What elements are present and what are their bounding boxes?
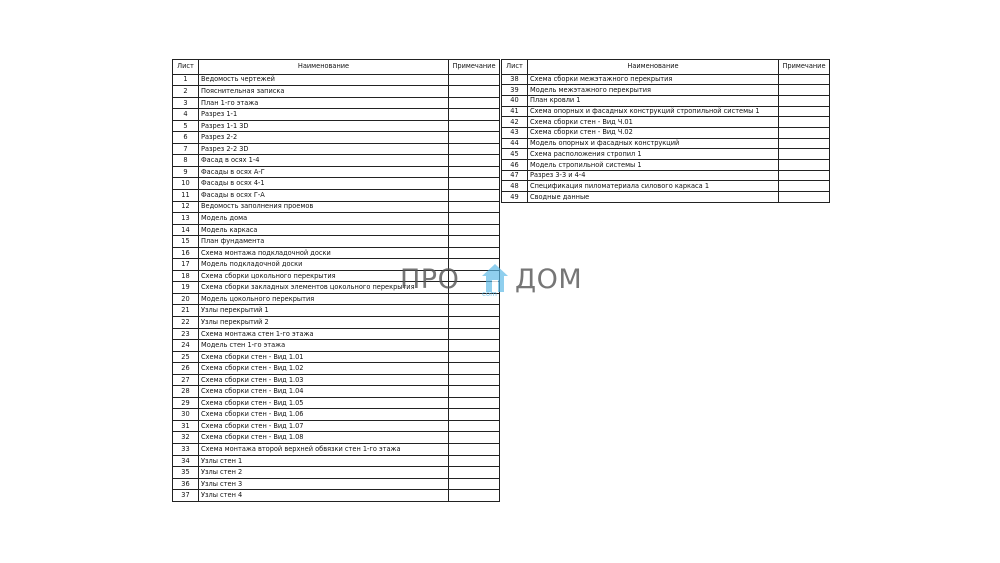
sheet-name-cell: Узлы перекрытий 2 <box>199 316 449 328</box>
sheet-name-cell: Узлы перекрытий 1 <box>199 305 449 317</box>
sheet-note-cell <box>449 490 500 502</box>
table-header-row <box>173 60 500 75</box>
sheet-note-cell <box>779 149 830 160</box>
table-row <box>502 127 830 138</box>
sheet-number-cell: 13 <box>173 213 199 225</box>
sheet-number-cell: 24 <box>173 340 199 352</box>
table-row <box>502 160 830 171</box>
sheet-note-cell <box>449 155 500 167</box>
sheet-number-cell: 41 <box>502 106 528 117</box>
table-row <box>173 374 500 386</box>
sheet-name-cell: Модель стропильной системы 1 <box>528 160 779 171</box>
sheet-note-cell <box>449 213 500 225</box>
sheet-note-cell <box>779 95 830 106</box>
sheet-name-cell: Узлы стен 2 <box>199 467 449 479</box>
sheet-name-cell: Пояснительная записка <box>199 86 449 98</box>
sheet-note-cell <box>779 170 830 181</box>
table-row <box>173 213 500 225</box>
column-header-name: Наименование <box>199 60 449 75</box>
table-header-row <box>502 60 830 75</box>
sheet-number-cell: 36 <box>173 478 199 490</box>
sheet-note-cell <box>449 97 500 109</box>
sheet-note-cell <box>449 86 500 98</box>
sheet-note-cell <box>449 409 500 421</box>
sheet-name-cell: Фасады в осях А-Г <box>199 166 449 178</box>
sheet-note-cell <box>449 467 500 479</box>
column-header-note: Примечание <box>779 60 830 75</box>
table-row <box>173 236 500 248</box>
sheet-name-cell: Модель подкладочной доски <box>199 259 449 271</box>
sheet-name-cell: Схема расположения стропил 1 <box>528 149 779 160</box>
sheet-number-cell: 32 <box>173 432 199 444</box>
table-row <box>502 192 830 203</box>
sheet-name-cell: Разрез 2-2 3D <box>199 143 449 155</box>
sheet-name-cell: План кровли 1 <box>528 95 779 106</box>
sheet-note-cell <box>449 351 500 363</box>
sheet-number-cell: 4 <box>173 109 199 121</box>
sheet-number-cell: 48 <box>502 181 528 192</box>
sheet-name-cell: Модель цокольного перекрытия <box>199 293 449 305</box>
sheet-name-cell: Разрез 2-2 <box>199 132 449 144</box>
sheet-number-cell: 46 <box>502 160 528 171</box>
sheet-number-cell: 7 <box>173 143 199 155</box>
sheet-note-cell <box>449 328 500 340</box>
sheet-note-cell <box>779 85 830 96</box>
table-row <box>502 117 830 128</box>
sheet-number-cell: 31 <box>173 420 199 432</box>
table-row <box>173 178 500 190</box>
table-row <box>173 120 500 132</box>
sheet-number-cell: 37 <box>173 490 199 502</box>
sheet-note-cell <box>449 201 500 213</box>
sheet-number-cell: 33 <box>173 444 199 456</box>
sheet-number-cell: 30 <box>173 409 199 421</box>
table-row <box>173 316 500 328</box>
sheet-note-cell <box>449 363 500 375</box>
table-row <box>173 397 500 409</box>
sheet-number-cell: 28 <box>173 386 199 398</box>
sheet-name-cell: План 1-го этажа <box>199 97 449 109</box>
sheet-number-cell: 6 <box>173 132 199 144</box>
sheet-number-cell: 47 <box>502 170 528 181</box>
sheet-note-cell <box>449 236 500 248</box>
sheet-note-cell <box>779 106 830 117</box>
table-row <box>173 340 500 352</box>
table-row <box>173 409 500 421</box>
sheet-note-cell <box>449 224 500 236</box>
sheet-number-cell: 49 <box>502 192 528 203</box>
sheet-name-cell: Спецификация пиломатериала силового каркаса 1 <box>528 181 779 192</box>
sheet-number-cell: 45 <box>502 149 528 160</box>
table-row <box>173 247 500 259</box>
sheet-name-cell: Ведомость заполнения проемов <box>199 201 449 213</box>
column-header-sheet: Лист <box>173 60 199 75</box>
sheet-note-cell <box>449 397 500 409</box>
sheet-number-cell: 20 <box>173 293 199 305</box>
sheet-name-cell: Схема монтажа второй верхней обвязки стен 1-го этажа <box>199 444 449 456</box>
sheet-name-cell: Разрез 3-3 и 4-4 <box>528 170 779 181</box>
table-row <box>502 170 830 181</box>
table-row <box>173 132 500 144</box>
sheet-note-cell <box>449 178 500 190</box>
table-row <box>173 74 500 86</box>
sheet-name-cell: Схема сборки стен - Вид Ч.01 <box>528 117 779 128</box>
table-row <box>173 86 500 98</box>
sheet-name-cell: План фундамента <box>199 236 449 248</box>
column-header-sheet: Лист <box>502 60 528 75</box>
table-row <box>173 351 500 363</box>
table-row <box>173 143 500 155</box>
watermark-text-right: ДОМ <box>515 264 583 295</box>
sheet-note-cell <box>449 120 500 132</box>
table-row <box>173 109 500 121</box>
table-row <box>173 467 500 479</box>
sheet-name-cell: Фасады в осях 4-1 <box>199 178 449 190</box>
sheet-number-cell: 17 <box>173 259 199 271</box>
sheet-name-cell: Ведомость чертежей <box>199 74 449 86</box>
sheet-number-cell: 35 <box>173 467 199 479</box>
sheet-name-cell: Модель стен 1-го этажа <box>199 340 449 352</box>
sheet-note-cell <box>779 138 830 149</box>
table-row <box>173 97 500 109</box>
sheet-number-cell: 19 <box>173 282 199 294</box>
sheet-name-cell: Модель дома <box>199 213 449 225</box>
sheet-number-cell: 34 <box>173 455 199 467</box>
sheet-number-cell: 38 <box>502 74 528 85</box>
sheet-number-cell: 14 <box>173 224 199 236</box>
sheet-number-cell: 43 <box>502 127 528 138</box>
sheet-name-cell: Схема сборки стен - Вид Ч.02 <box>528 127 779 138</box>
table-row <box>502 149 830 160</box>
table-row <box>502 74 830 85</box>
sheet-number-cell: 16 <box>173 247 199 259</box>
sheet-name-cell: Схема сборки стен - Вид 1.05 <box>199 397 449 409</box>
table-row <box>173 224 500 236</box>
sheet-number-cell: 3 <box>173 97 199 109</box>
sheet-number-cell: 21 <box>173 305 199 317</box>
sheet-note-cell <box>449 316 500 328</box>
sheet-number-cell: 42 <box>502 117 528 128</box>
drawing-list-table-right <box>501 59 830 203</box>
sheet-note-cell <box>449 386 500 398</box>
sheet-number-cell: 27 <box>173 374 199 386</box>
sheet-note-cell <box>449 305 500 317</box>
watermark-logo <box>400 262 600 302</box>
sheet-note-cell <box>449 247 500 259</box>
column-header-note: Примечание <box>449 60 500 75</box>
sheet-note-cell <box>449 374 500 386</box>
table-row <box>502 138 830 149</box>
watermark-text-left: ПРО <box>400 264 460 295</box>
table-row <box>173 386 500 398</box>
table-row <box>173 166 500 178</box>
sheet-name-cell: Схема монтажа стен 1-го этажа <box>199 328 449 340</box>
sheet-note-cell <box>779 181 830 192</box>
sheet-note-cell <box>449 478 500 490</box>
sheet-note-cell <box>449 109 500 121</box>
sheet-number-cell: 29 <box>173 397 199 409</box>
sheet-name-cell: Узлы стен 3 <box>199 478 449 490</box>
sheet-name-cell: Схема сборки стен - Вид 1.01 <box>199 351 449 363</box>
sheet-name-cell: Фасад в осях 1-4 <box>199 155 449 167</box>
sheet-name-cell: Узлы стен 1 <box>199 455 449 467</box>
sheet-number-cell: 9 <box>173 166 199 178</box>
table-row <box>173 455 500 467</box>
sheet-name-cell: Разрез 1-1 <box>199 109 449 121</box>
sheet-number-cell: 2 <box>173 86 199 98</box>
sheet-note-cell <box>449 455 500 467</box>
table-row <box>173 363 500 375</box>
sheet-note-cell <box>779 117 830 128</box>
table-row <box>502 85 830 96</box>
sheet-number-cell: 11 <box>173 189 199 201</box>
sheet-name-cell: Схема сборки межэтажного перекрытия <box>528 74 779 85</box>
table-row <box>173 432 500 444</box>
watermark-subtext: com <box>482 290 497 298</box>
table-row <box>173 490 500 502</box>
sheet-number-cell: 40 <box>502 95 528 106</box>
sheet-name-cell: Схема монтажа подкладочной доски <box>199 247 449 259</box>
table-row <box>173 420 500 432</box>
table-row <box>502 95 830 106</box>
sheet-name-cell: Разрез 1-1 3D <box>199 120 449 132</box>
table-row <box>502 106 830 117</box>
sheet-number-cell: 15 <box>173 236 199 248</box>
sheet-number-cell: 23 <box>173 328 199 340</box>
sheet-note-cell <box>449 340 500 352</box>
table-row <box>173 189 500 201</box>
table-row <box>173 328 500 340</box>
sheet-note-cell <box>449 132 500 144</box>
sheet-number-cell: 22 <box>173 316 199 328</box>
sheet-name-cell: Модель каркаса <box>199 224 449 236</box>
sheet-number-cell: 12 <box>173 201 199 213</box>
sheet-name-cell: Сводные данные <box>528 192 779 203</box>
sheet-name-cell: Схема сборки стен - Вид 1.07 <box>199 420 449 432</box>
sheet-name-cell: Схема сборки стен - Вид 1.06 <box>199 409 449 421</box>
sheet-number-cell: 8 <box>173 155 199 167</box>
sheet-note-cell <box>449 444 500 456</box>
sheet-number-cell: 10 <box>173 178 199 190</box>
sheet-name-cell: Схема опорных и фасадных конструкций стропильной системы 1 <box>528 106 779 117</box>
sheet-number-cell: 26 <box>173 363 199 375</box>
sheet-name-cell: Схема сборки стен - Вид 1.02 <box>199 363 449 375</box>
sheet-note-cell <box>449 166 500 178</box>
sheet-number-cell: 39 <box>502 85 528 96</box>
table-row <box>173 478 500 490</box>
sheet-name-cell: Схема сборки закладных элементов цокольного перекрытия <box>199 282 449 294</box>
sheet-name-cell: Схема сборки стен - Вид 1.08 <box>199 432 449 444</box>
table-body-right <box>502 74 830 202</box>
sheet-note-cell <box>779 192 830 203</box>
sheet-name-cell: Схема сборки цокольного перекрытия <box>199 270 449 282</box>
table-row <box>502 181 830 192</box>
sheet-name-cell: Фасады в осях Г-А <box>199 189 449 201</box>
sheet-note-cell <box>449 143 500 155</box>
table-row <box>173 155 500 167</box>
table-row <box>173 201 500 213</box>
table-row <box>173 444 500 456</box>
column-header-name: Наименование <box>528 60 779 75</box>
sheet-number-cell: 5 <box>173 120 199 132</box>
sheet-number-cell: 44 <box>502 138 528 149</box>
sheet-note-cell <box>449 189 500 201</box>
sheet-note-cell <box>449 432 500 444</box>
sheet-number-cell: 18 <box>173 270 199 282</box>
sheet-name-cell: Модель межэтажного перекрытия <box>528 85 779 96</box>
sheet-name-cell: Узлы стен 4 <box>199 490 449 502</box>
sheet-note-cell <box>449 420 500 432</box>
sheet-number-cell: 1 <box>173 74 199 86</box>
sheet-name-cell: Схема сборки стен - Вид 1.04 <box>199 386 449 398</box>
sheet-name-cell: Схема сборки стен - Вид 1.03 <box>199 374 449 386</box>
table-row <box>173 305 500 317</box>
sheet-note-cell <box>779 127 830 138</box>
sheet-name-cell: Модель опорных и фасадных конструкций <box>528 138 779 149</box>
sheet-note-cell <box>449 74 500 86</box>
sheet-note-cell <box>779 160 830 171</box>
sheet-number-cell: 25 <box>173 351 199 363</box>
sheet-note-cell <box>779 74 830 85</box>
